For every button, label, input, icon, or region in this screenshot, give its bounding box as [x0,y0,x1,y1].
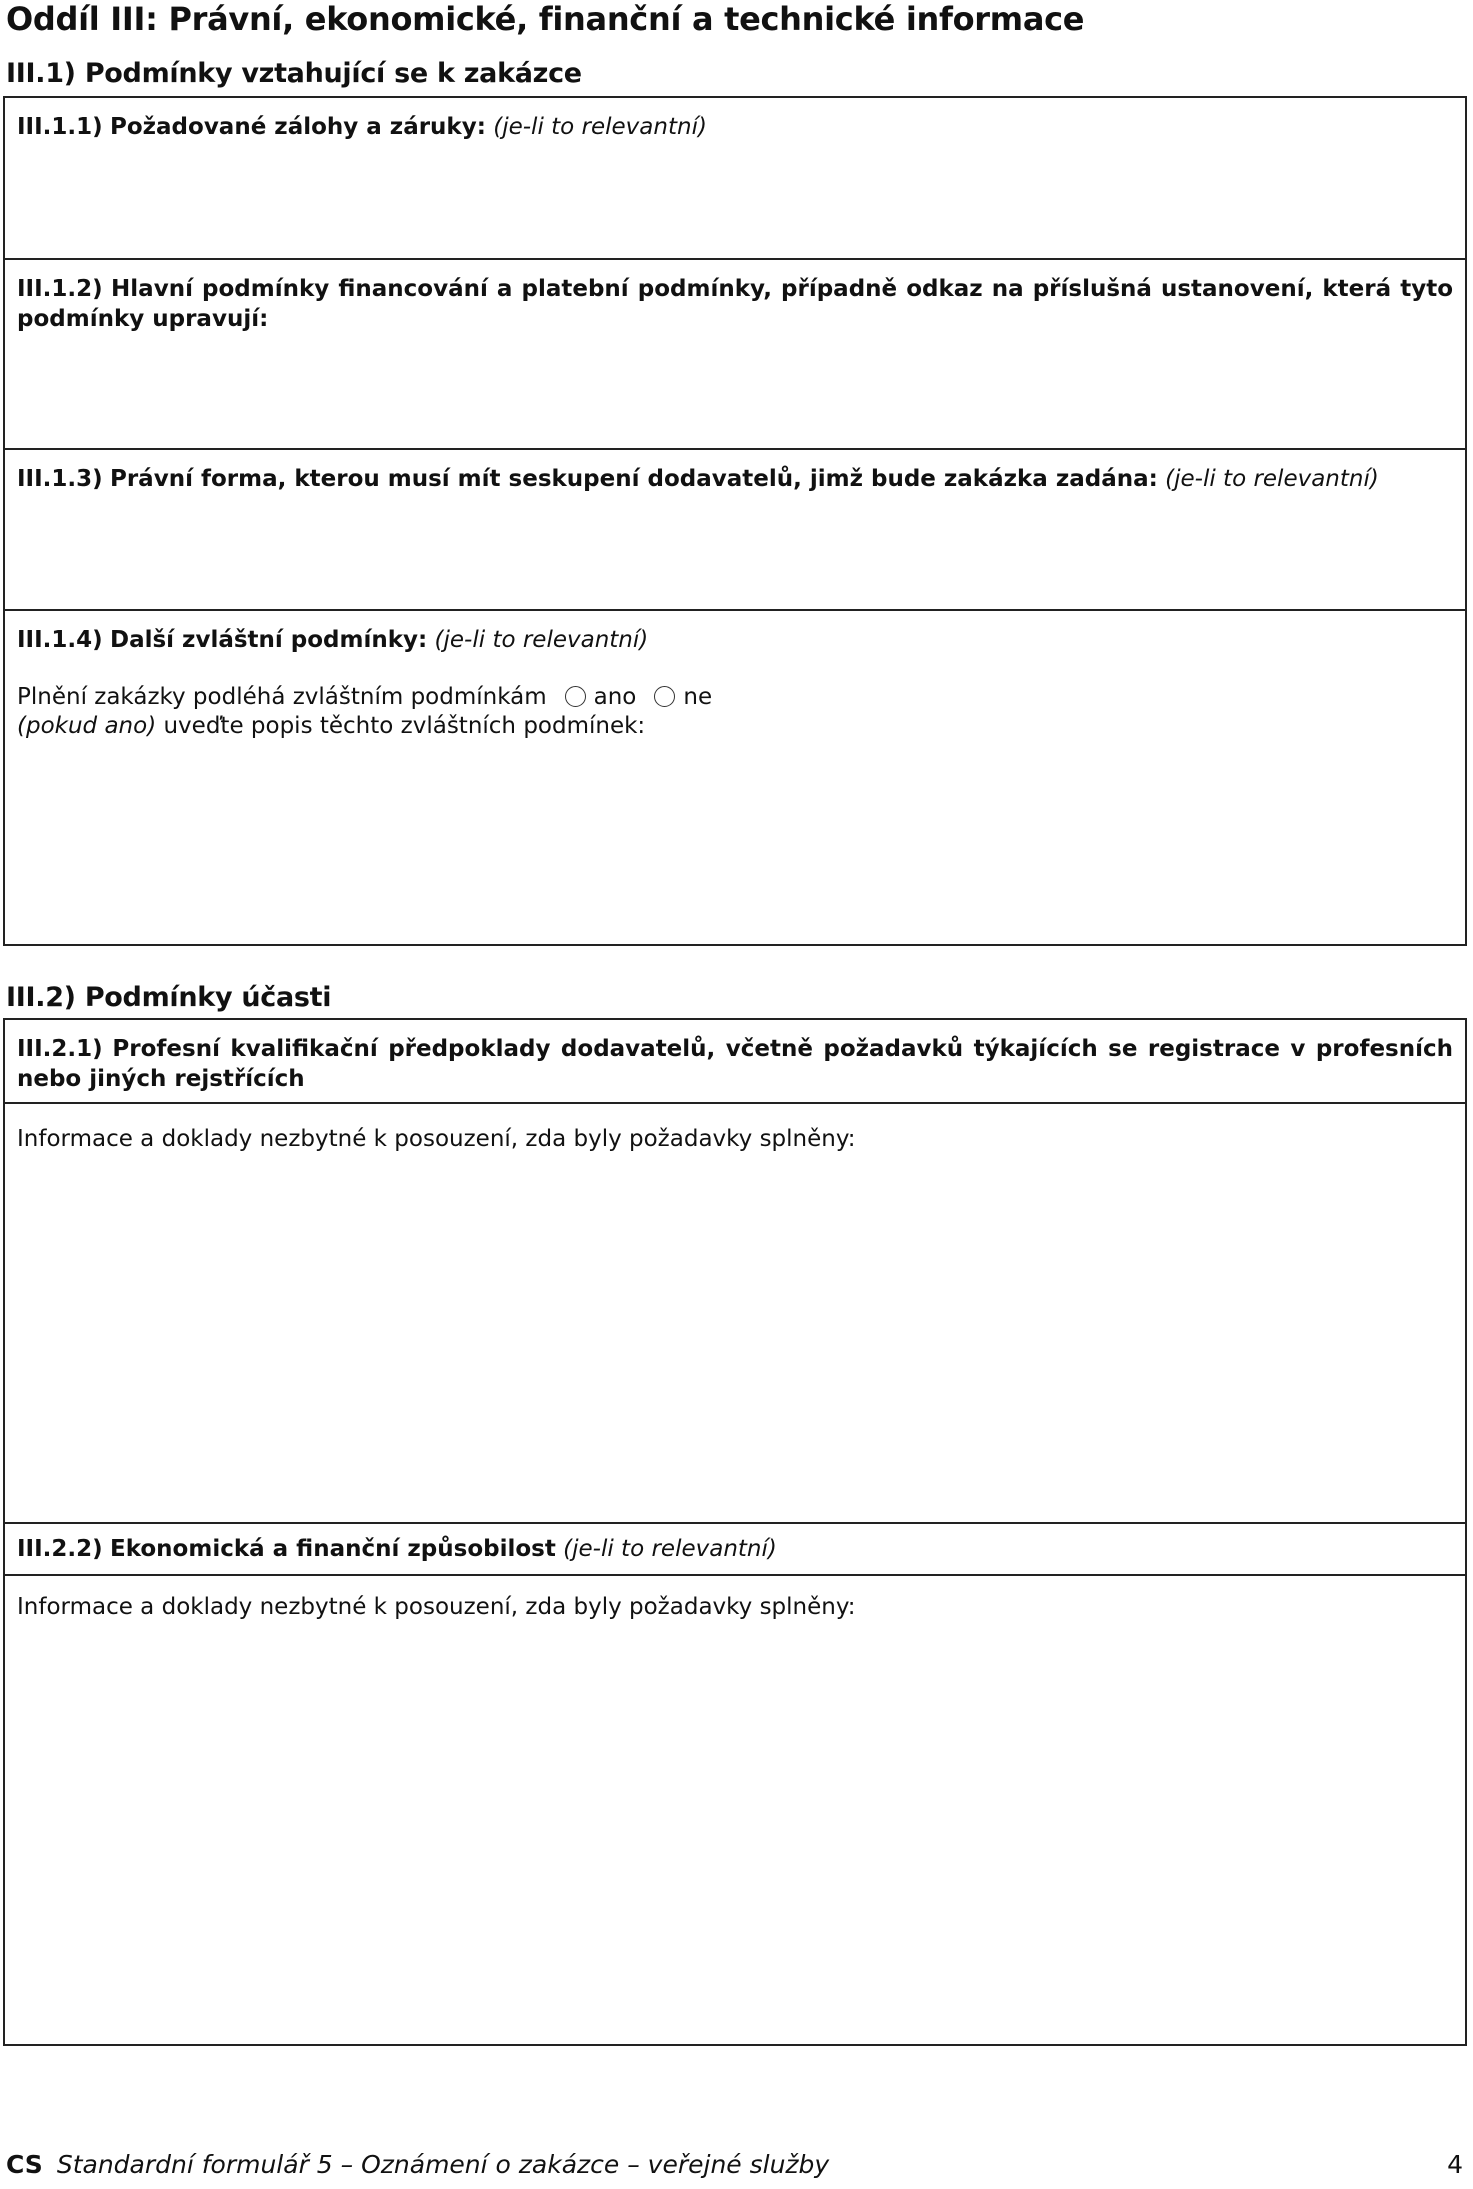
field-economic-financial-info[interactable] [5,1576,1465,2044]
page-footer [6,2150,1463,2179]
section-heading-conditions: III.1) Podmínky vztahující se k zakázce [6,58,582,89]
radio-yes[interactable] [565,686,586,707]
field-label: III.1.1) Požadované zálohy a záruky: (je-li to relevantní) [17,114,707,140]
special-conditions-description-prompt: (pokud ano) uveďte popis těchto zvláštních podmínek: [17,713,646,739]
field-label: III.1.2) Hlavní podmínky financování a platební podmínky, případně odkaz na příslušná ustanovení, která tyto podmínky upravují: [17,276,1453,332]
field-special-conditions[interactable] [5,611,1465,944]
field-label: III.1.3) Právní forma, kterou musí mít seskupení dodavatelů, jimž bude zakázka zadána: (je-li to relevantní) [17,466,1379,492]
field-info-text: Informace a doklady nezbytné k posouzení, zda byly požadavky splněny: [17,1126,856,1152]
field-label: III.2.2) Ekonomická a finanční způsobilost (je-li to relevantní) [17,1536,777,1562]
field-professional-qualification-info[interactable] [5,1104,1465,1524]
radio-no-label: ne [683,684,713,710]
footer-title-text: Standardní formulář 5 – Oznámení o zakázce – veřejné služby [56,2150,830,2179]
radio-yes-label: ano [593,684,637,710]
section-heading-participation: III.2) Podmínky účasti [6,982,332,1013]
field-info-text: Informace a doklady nezbytné k posouzení, zda byly požadavky splněny: [17,1594,856,1620]
field-financing-payment[interactable] [5,260,1465,450]
footer-language-code: CS [6,2150,43,2179]
footer-form-title [6,2150,829,2179]
field-label: III.2.1) Profesní kvalifikační předpoklady dodavatelů, včetně požadavků týkajících se registrace v profesních nebo jiných rejstřících [17,1036,1454,1092]
field-deposits-guarantees[interactable] [5,98,1465,260]
field-economic-financial-header [5,1524,1465,1576]
participation-form-box [3,1018,1467,2046]
conditions-form-box [3,96,1467,946]
field-professional-qualification-header [5,1020,1465,1104]
radio-no[interactable] [654,686,675,707]
field-label: III.1.4) Další zvláštní podmínky: (je-li to relevantní) [17,627,649,653]
page-title: Oddíl III: Právní, ekonomické, finanční a technické informace [6,0,1085,38]
footer-page-number: 4 [1447,2150,1463,2179]
special-conditions-question: Plnění zakázky podléhá zvláštním podmínkám ano ne [17,684,713,710]
field-legal-form[interactable] [5,450,1465,611]
